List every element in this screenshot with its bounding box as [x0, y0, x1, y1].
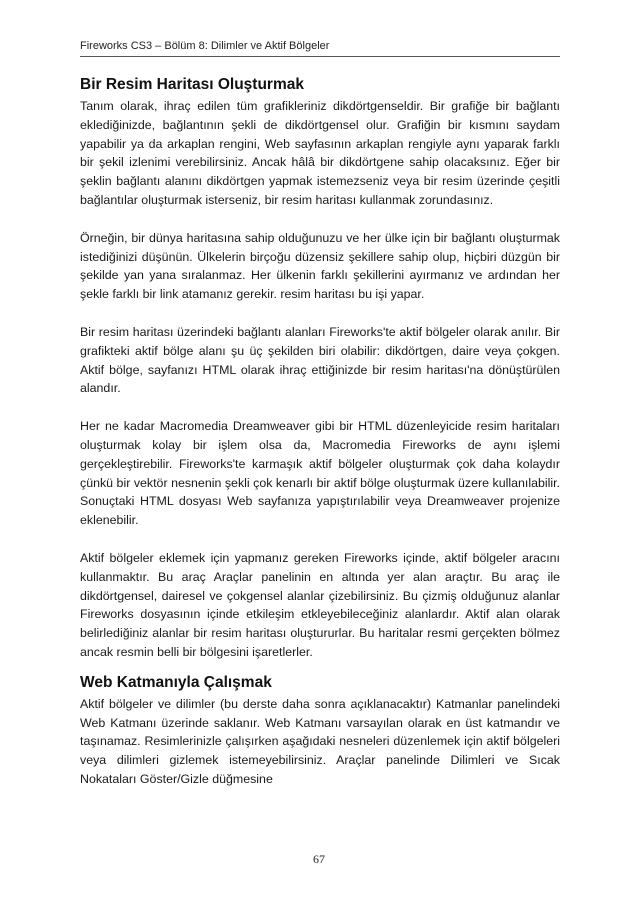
- paragraph: Aktif bölgeler ve dilimler (bu derste daha sonra açıklanacaktır) Katmanlar panelindeki Web Katmanı üzerinde saklanır. Web Katmanı varsayılan olarak en üst katmandır ve taşınamaz. Resimlerinizle çalışırken aşağıdaki nesneleri düzenlemek için aktif bölgeleri veya dilimleri gizlemek istemeyebilirsiniz. Araçlar panelinde Dilimleri ve Sıcak Nokataları Göster/Gizle düğmesine: [80, 696, 560, 786]
- section-heading-web-layer: Web Katmanıyla Çalışmak: [80, 673, 272, 691]
- section-heading-image-map: Bir Resim Haritası Oluşturmak: [80, 76, 304, 93]
- paragraph: Bir resim haritası üzerindeki bağlantı alanları Fireworks'te aktif bölgeler olarak anılır. Bir grafikteki aktif bölge alanı şu üç şekilden biri olabilir: dikdörtgen, daire veya çokgen. Aktif bölge, sayfanızı HTML olarak ihraç ettiğinizde bir resim haritası'na dönüştürülen alandır.: [80, 324, 560, 396]
- paragraph: Aktif bölgeler eklemek için yapmanız gereken Fireworks içinde, aktif bölgeler aracını kullanmaktır. Bu araç Araçlar panelinin en altında yer alan araçtır. Bu araç ile dikdörtgensel, dairesel ve çokgensel alanlar çizebilirsiniz. Bu çizmiş olduğunuz alanlar Fireworks dosyasının içinde etkileşim etkleyebileceğiniz alanlardır. Aktif alan olarak belirlediğiniz alanlar bir resim haritası oluştururlar. Bu haritalar resmi gerçekten bölmez ancak resmin belli bir bölgesini işaretlerler.: [80, 550, 560, 659]
- running-title: Fireworks CS3 – Bölüm 8: Dilimler ve Aktif Bölgeler: [80, 40, 330, 52]
- paragraph: Her ne kadar Macromedia Dreamweaver gibi bir HTML düzenleyicide resim haritaları oluşturmak kolay bir işlem olsa da, Macromedia Fireworks de aynı işlemi gerçekleştirebilir. Fireworks'te karmaşık aktif bölgeler oluşturmak çok daha kolaydır çünkü bir vektör nesnenin şekli çok kenarlı bir aktif bölge oluşturmak üzere kullanılabilir. Sonuçtaki HTML dosyası Web sayfanıza yapıştırılabilir veya Dreamweaver projenize eklenebilir.: [80, 419, 560, 528]
- paragraph: Örneğin, bir dünya haritasına sahip olduğunuzu ve her ülke için bir bağlantı oluşturmak istediğinizi düşünün. Ülkelerin birçoğu düzensiz şekillere sahip olup, hiçbiri düzgün bir şekilde yan yana sıralanmaz. Her ülkenin farklı şekillerini ayırmanız ve ardından her şekle farklı bir link atamanız gerekir. resim haritası bu işi yapar.: [80, 230, 560, 302]
- page-number: 67: [313, 852, 325, 866]
- running-header: [80, 40, 560, 57]
- page-body: [80, 76, 560, 789]
- paragraph: Tanım olarak, ihraç edilen tüm grafikleriniz dikdörtgenseldir. Bir grafiğe bir bağlantı eklediğinizde, bağlantının şekli de dikdörtgensel olur. Grafiğin bir kısmını saydam yapabilir ya da arkaplan rengini, Web sayfasının arkaplan rengiyle aynı yaparak farklı bir şekil izlenimi verebilirsiniz. Ancak hâlâ bir dikdörtgene sahip olacaksınız. Eğer bir şeklin bağlantı alanını dikdörtgen yapmak istemezseniz veya bir resim üzerinde çeşitli bağlantılar oluşturmak isterseniz, bir resim haritası kullanmak zorundasınız.: [80, 99, 560, 207]
